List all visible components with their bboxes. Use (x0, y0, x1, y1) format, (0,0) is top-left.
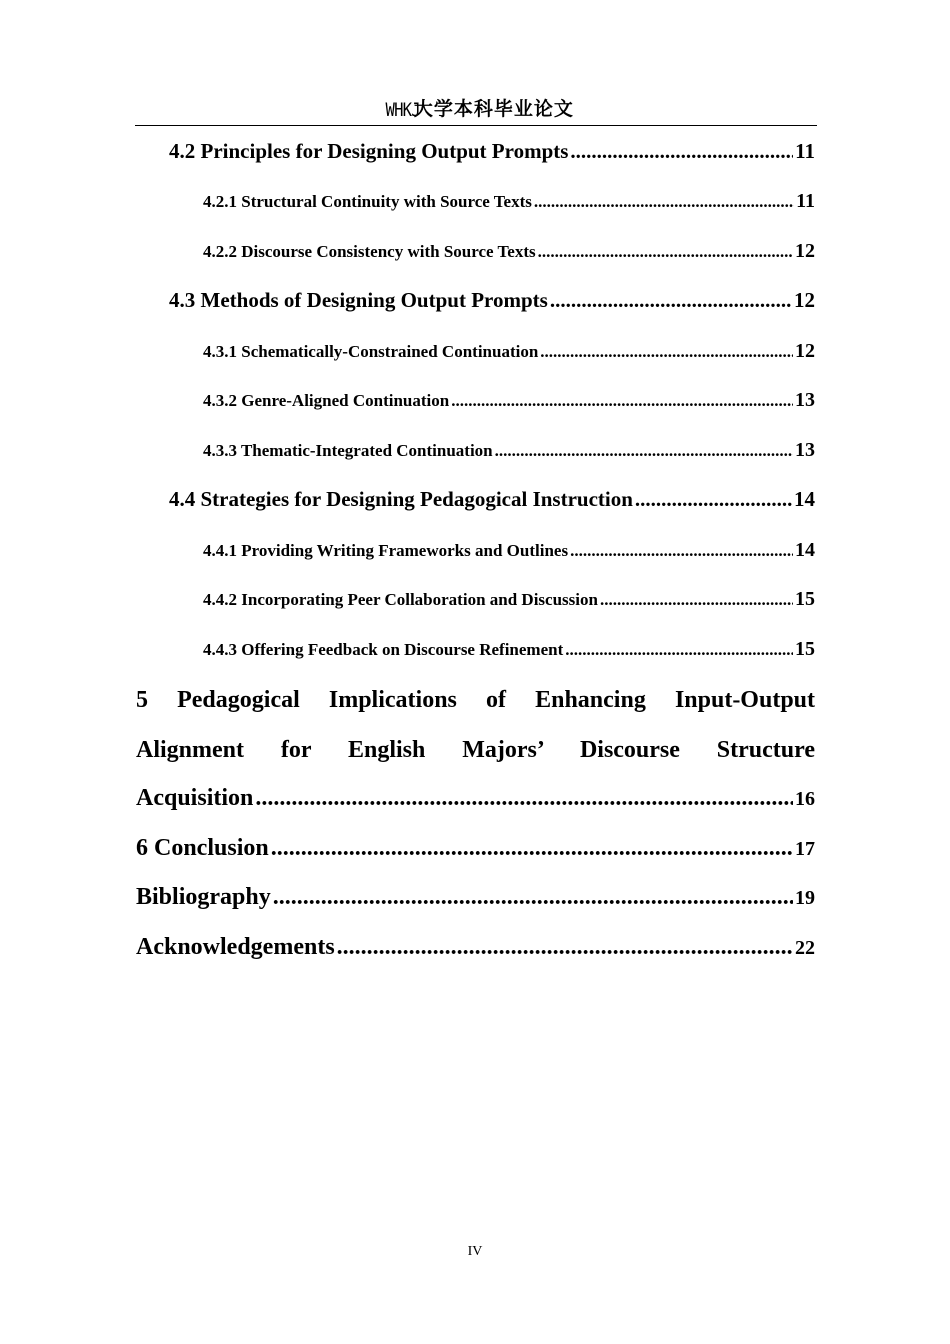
toc-entry-page: 12 (794, 288, 815, 312)
toc-entry-page: 11 (795, 139, 815, 163)
toc-entry-4-3-3[interactable] (203, 439, 815, 462)
toc-entry-page: 11 (796, 190, 815, 212)
toc-entry-title: Bibliography (136, 884, 271, 910)
toc-leader-dots (540, 342, 793, 362)
toc-entry-4-2-1[interactable] (203, 190, 815, 213)
toc-entry-page: 13 (795, 439, 815, 461)
toc-entry-4-4-2[interactable] (203, 588, 815, 611)
toc-leader-dots (570, 541, 793, 561)
toc-entry-title: 4.3.1 Schematically-Constrained Continuation (203, 342, 539, 361)
toc-entry-bibliography[interactable] (136, 884, 815, 911)
toc-leader-dots (337, 934, 793, 961)
toc-entry-4-3[interactable] (169, 288, 815, 313)
toc-entry-page: 14 (795, 539, 815, 561)
toc-leader-dots (451, 391, 793, 411)
toc-entry-title: 4.4.3 Offering Feedback on Discourse Refinement (203, 640, 564, 659)
toc-entry-title: 4.4.2 Incorporating Peer Collaboration and Discussion (203, 590, 598, 609)
toc-entry-title: 4.3.2 Genre-Aligned Continuation (203, 391, 450, 410)
toc-leader-dots (273, 884, 793, 911)
chapter-5-title-line-3: Acquisition (136, 785, 254, 811)
toc-entry-page: 15 (795, 638, 815, 660)
toc-entry-page: 19 (795, 887, 815, 909)
header-cjk-text: 大学本科毕业论文 (413, 98, 574, 120)
toc-entry-page: 15 (795, 588, 815, 610)
toc-leader-dots (565, 640, 793, 660)
toc-entry-title: 4.3 Methods of Designing Output Prompts (169, 288, 548, 312)
toc-entry-title: 4.2 Principles for Designing Output Prompts (169, 139, 569, 163)
toc-entry-page: 17 (795, 838, 815, 860)
toc-leader-dots (538, 242, 793, 262)
toc-entry-acknowledgements[interactable] (136, 934, 815, 961)
toc-entry-title: 4.3.3 Thematic-Integrated Continuation (203, 441, 493, 460)
toc-leader-dots (570, 139, 793, 164)
toc-entry-4-4[interactable] (169, 487, 815, 512)
toc-entry-title: 4.4 Strategies for Designing Pedagogical Instruction (169, 487, 633, 511)
toc-leader-dots (635, 487, 792, 512)
toc-entry-chapter-5-last-line[interactable] (136, 785, 815, 812)
toc-entry-chapter-6[interactable] (136, 835, 815, 862)
toc-entry-4-3-2[interactable] (203, 389, 815, 412)
toc-entry-4-4-3[interactable] (203, 638, 815, 661)
toc-entry-4-2-2[interactable] (203, 240, 815, 263)
toc-entry-page: 16 (795, 788, 815, 810)
toc-entry-page: 22 (795, 937, 815, 959)
toc-entry-title: 4.4.1 Providing Writing Frameworks and Outlines (203, 541, 569, 560)
toc-entry-page: 12 (795, 240, 815, 262)
toc-entry-title: 6 Conclusion (136, 835, 269, 861)
footer-page-number: IV (467, 1244, 483, 1259)
toc-entry-page: 14 (794, 487, 815, 511)
toc-entry-page: 13 (795, 389, 815, 411)
chapter-5-title-line-2: Alignment for English Majors’ Discourse Structure (136, 737, 815, 763)
toc-entry-page: 12 (795, 340, 815, 362)
toc-entry-4-2[interactable] (169, 139, 815, 164)
toc-leader-dots (255, 785, 793, 812)
toc-entry-chapter-5[interactable] (136, 675, 815, 775)
toc-entry-4-4-1[interactable] (203, 539, 815, 562)
toc-leader-dots (271, 835, 793, 862)
toc-leader-dots (534, 192, 794, 212)
toc-entry-title: Acknowledgements (136, 934, 335, 960)
toc-leader-dots (550, 288, 792, 313)
toc-entry-title: 4.2.2 Discourse Consistency with Source Texts (203, 242, 536, 261)
header-latin-text: WHKJ (385, 99, 420, 121)
chapter-5-title-line-1: 5 Pedagogical Implications of Enhancing Input-Output (136, 687, 815, 713)
toc-entry-4-3-1[interactable] (203, 340, 815, 363)
toc-leader-dots (495, 441, 793, 461)
toc-leader-dots (600, 590, 793, 610)
toc-entry-title: 4.2.1 Structural Continuity with Source Texts (203, 192, 532, 211)
